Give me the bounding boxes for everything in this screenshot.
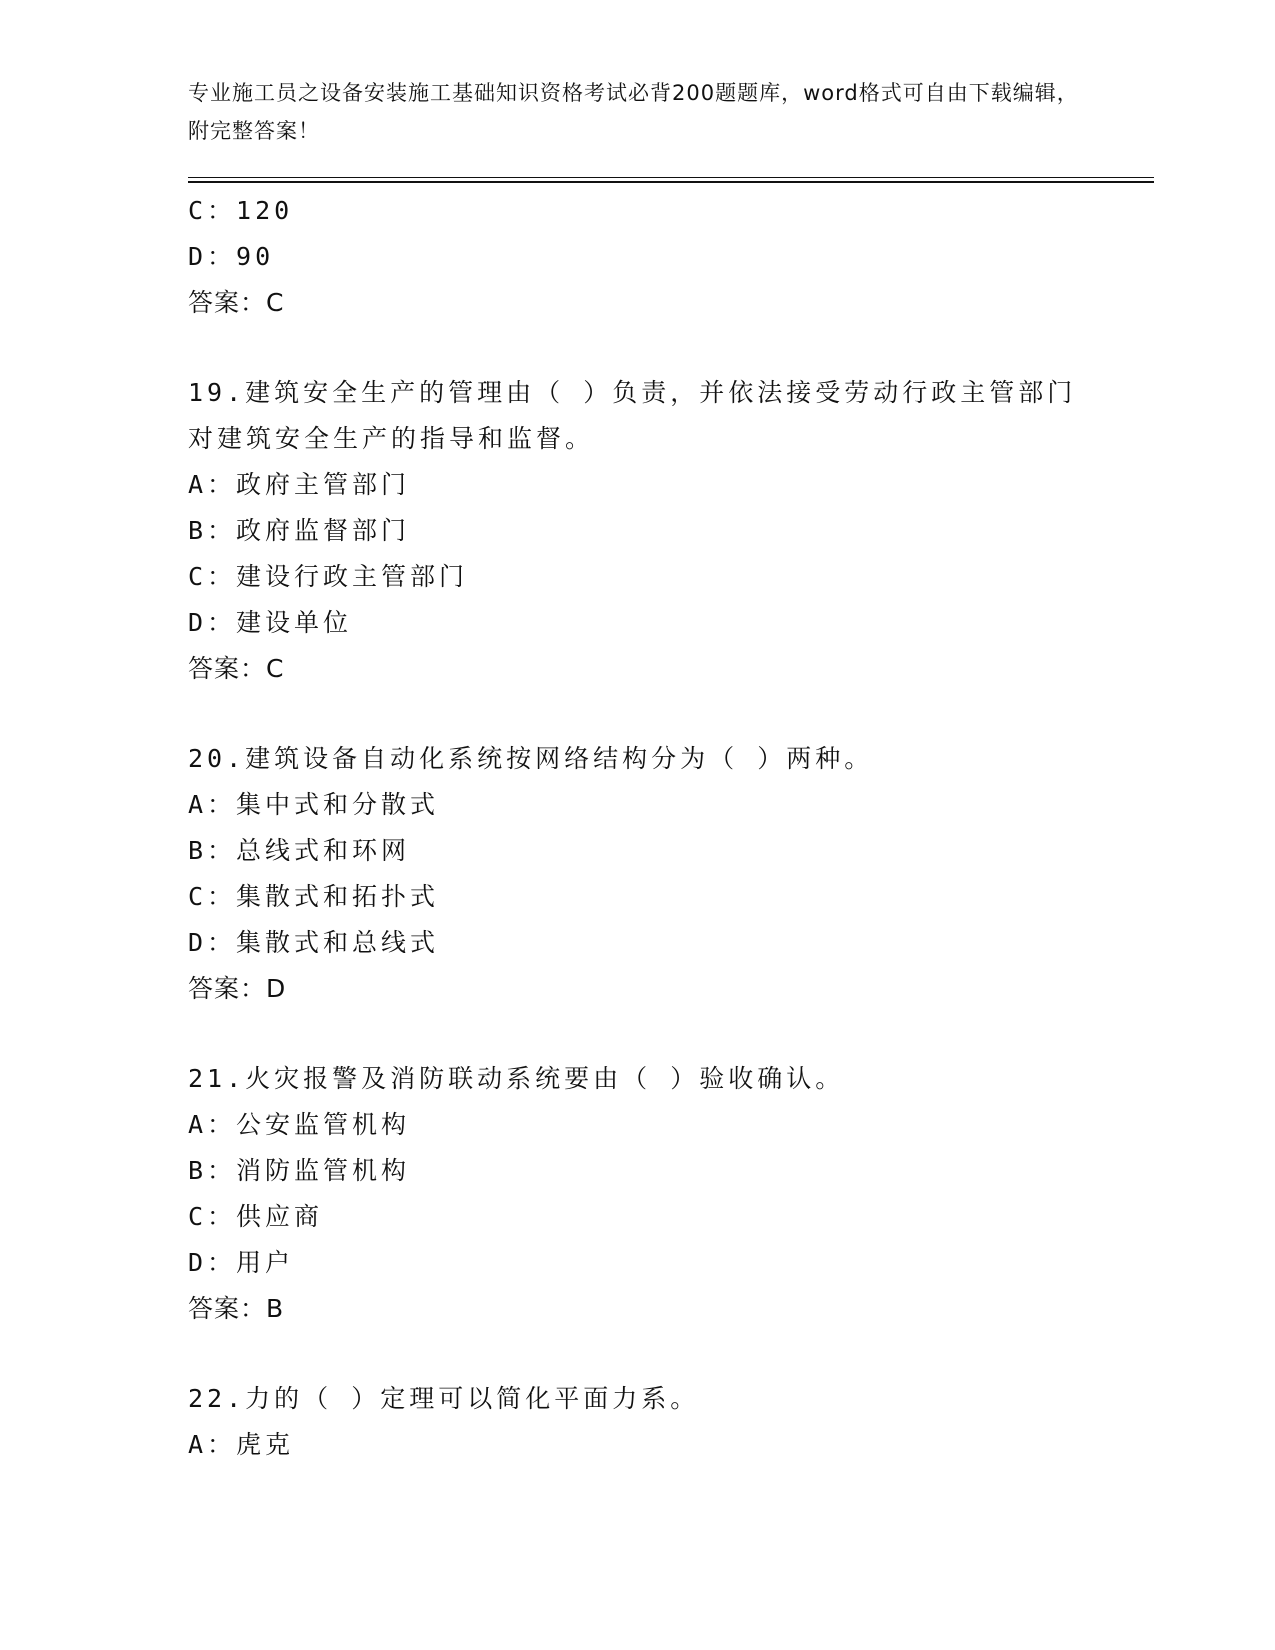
option-d: D：集散式和总线式 [188,928,440,957]
question-gap [188,326,1088,370]
option-d: D：用户 [188,1248,295,1277]
option-b: B：总线式和环网 [188,836,411,865]
option-b: B：政府监督部门 [188,516,411,545]
question-text: 20.建筑设备自动化系统按网络结构分为（ ）两种。 [188,744,874,773]
page-header [188,74,1088,150]
option-d: D：建设单位 [188,608,353,637]
question-gap [188,692,1088,736]
option-c: C：120 [188,196,294,225]
header-divider-thick [188,181,1154,183]
answer-line: 答案：D [188,974,287,1003]
option-c: C：供应商 [188,1202,324,1231]
option-c: C：集散式和拓扑式 [188,882,440,911]
question-text: 21.火灾报警及消防联动系统要由（ ）验收确认。 [188,1064,845,1093]
option-a: A：政府主管部门 [188,470,411,499]
question-text: 22.力的（ ）定理可以简化平面力系。 [188,1384,700,1413]
question-gap [188,1012,1088,1056]
option-a: A：虎克 [188,1430,295,1459]
option-d: D：90 [188,242,275,271]
question-gap [188,1332,1088,1376]
option-a: A：集中式和分散式 [188,790,440,819]
document-body [188,188,1088,1468]
option-a: A：公安监管机构 [188,1110,411,1139]
question-text: 19.建筑安全生产的管理由（ ）负责，并依法接受劳动行政主管部门对建筑安全生产的指导和监督。 [188,378,1077,453]
question-21 [188,1056,1088,1332]
header-divider-thin [188,177,1154,178]
answer-line: 答案：C [188,654,285,683]
option-c: C：建设行政主管部门 [188,562,469,591]
question-22 [188,1376,1088,1468]
answer-line: 答案：B [188,1294,285,1323]
option-b: B：消防监管机构 [188,1156,411,1185]
question-19 [188,370,1088,692]
question-20 [188,736,1088,1012]
carryover-question [188,188,1088,326]
answer-line: 答案：C [188,288,285,317]
document-title: 专业施工员之设备安装施工基础知识资格考试必背200题题库，word格式可自由下载编辑，附完整答案！ [188,81,1079,143]
